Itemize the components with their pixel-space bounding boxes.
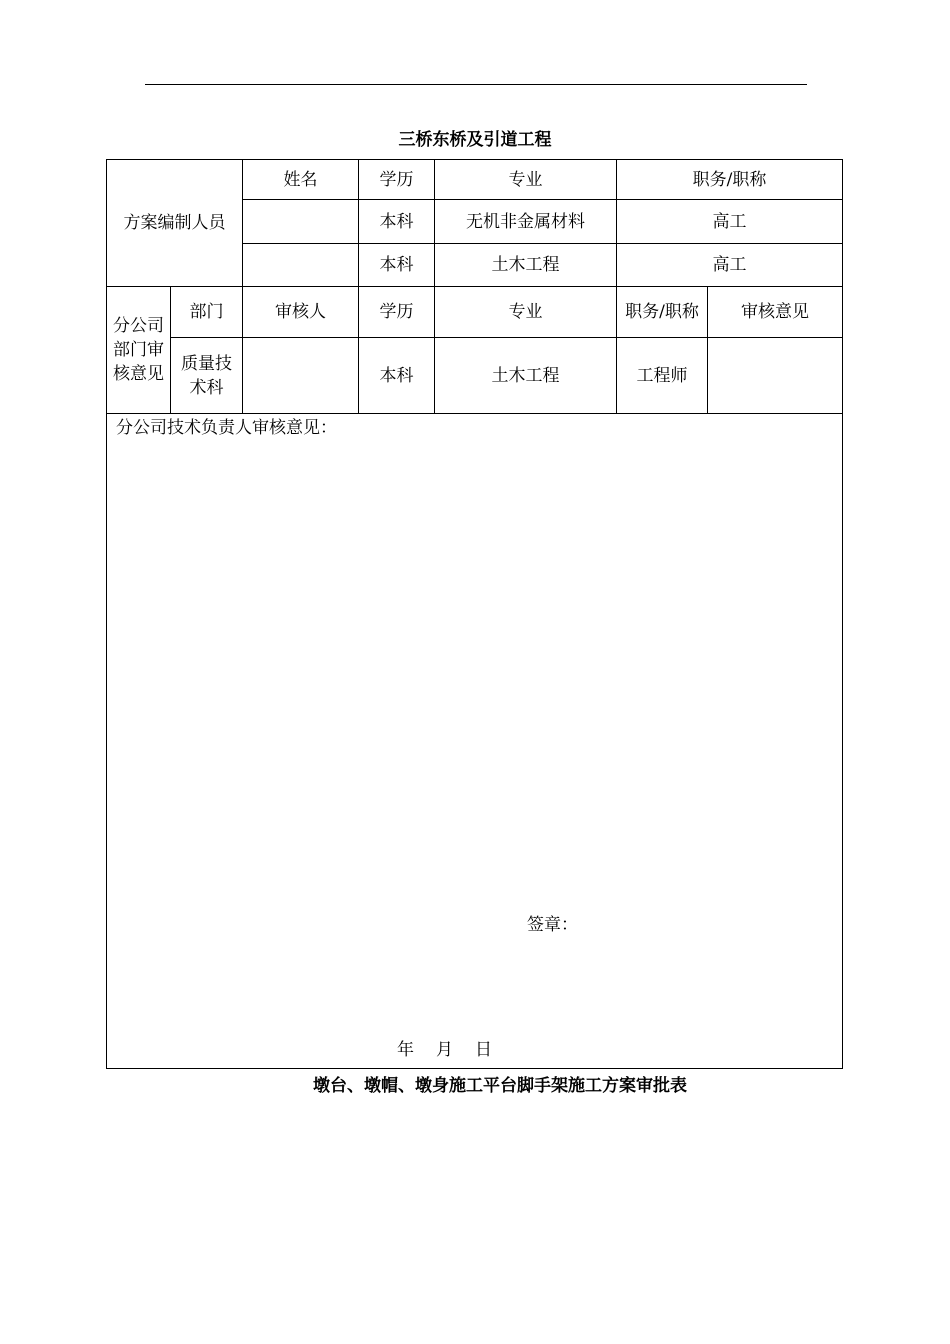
- signature-label: 签章：: [527, 915, 578, 935]
- header-major: 专业: [435, 160, 617, 200]
- compiler-major-cell: 无机非金属材料: [435, 200, 617, 244]
- compiler-name-cell[interactable]: [243, 244, 359, 287]
- compiler-title-cell: 高工: [617, 200, 843, 244]
- header-title: 职务/职称: [617, 160, 843, 200]
- header-name: 姓名: [243, 160, 359, 200]
- header-department: 部门: [171, 287, 243, 338]
- approval-form-table: [106, 159, 843, 1069]
- review-major-cell: 土木工程: [435, 338, 617, 414]
- compiler-education-cell: 本科: [359, 244, 435, 287]
- header-review-title: 职务/职称: [617, 287, 708, 338]
- compiler-education-cell: 本科: [359, 200, 435, 244]
- technical-review-cell[interactable]: [107, 414, 843, 1069]
- header-rule: [145, 84, 807, 85]
- form-title: 墩台、墩帽、墩身施工平台脚手架施工方案审批表: [313, 1076, 687, 1096]
- compiler-title-cell: 高工: [617, 244, 843, 287]
- compiler-name-cell[interactable]: [243, 200, 359, 244]
- review-row: [107, 338, 843, 414]
- compilers-row-label: 方案编制人员: [107, 160, 243, 287]
- header-review-education: 学历: [359, 287, 435, 338]
- header-reviewer: 审核人: [243, 287, 359, 338]
- review-opinion-cell[interactable]: [708, 338, 843, 414]
- review-reviewer-cell[interactable]: [243, 338, 359, 414]
- header-review-major: 专业: [435, 287, 617, 338]
- review-header-row: [107, 287, 843, 338]
- date-month: 月: [436, 1040, 453, 1060]
- review-department-cell: 质量技术科: [171, 338, 243, 414]
- header-education: 学历: [359, 160, 435, 200]
- technical-review-row: [107, 414, 843, 1069]
- date-day: 日: [475, 1040, 492, 1060]
- review-title-cell: 工程师: [617, 338, 708, 414]
- document-title: 三桥东桥及引道工程: [398, 130, 552, 150]
- compilers-header-row: [107, 160, 843, 200]
- department-review-row-label: 分公司部门审核意见: [107, 287, 171, 414]
- review-education-cell: 本科: [359, 338, 435, 414]
- date-line: [397, 1038, 492, 1062]
- compiler-major-cell: 土木工程: [435, 244, 617, 287]
- header-review-opinion: 审核意见: [708, 287, 843, 338]
- date-year: 年: [397, 1040, 414, 1060]
- technical-review-label: 分公司技术负责人审核意见：: [116, 418, 337, 438]
